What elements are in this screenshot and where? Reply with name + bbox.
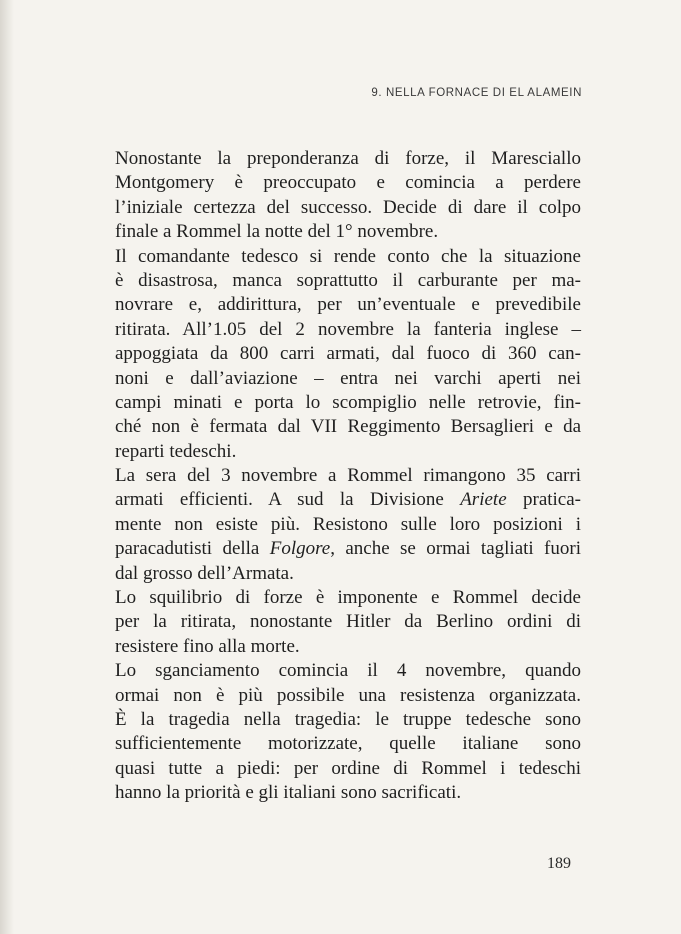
- text-line: ché non è fermata dal VII Reggimento Bersaglieri e da: [115, 416, 581, 438]
- text-line: Lo sganciamento comincia il 4 novembre, quando: [115, 660, 581, 682]
- running-head: 9. NELLA FORNACE DI EL ALAMEIN: [371, 87, 582, 99]
- text-line: sufficientemente motorizzate, quelle italiane sono: [115, 733, 581, 755]
- body-text: [115, 147, 581, 806]
- text-line: reparti tedeschi.: [115, 440, 237, 462]
- text-line: dal grosso dell’Armata.: [115, 562, 294, 584]
- text-line: per la ritirata, nonostante Hitler da Berlino ordini di: [115, 611, 581, 633]
- text-line: noni e dall’aviazione – entra nei varchi aperti nei: [115, 367, 581, 389]
- text-line: paracadutisti della Folgore, anche se ormai tagliati fuori: [115, 538, 581, 560]
- text-line: È la tragedia nella tragedia: le truppe tedesche sono: [115, 708, 581, 730]
- text-line: quasi tutte a piedi: per ordine di Rommel i tedeschi: [115, 757, 581, 779]
- text-line: La sera del 3 novembre a Rommel rimangono 35 carri: [115, 465, 581, 487]
- text-line: Nonostante la preponderanza di forze, il Maresciallo: [115, 148, 581, 169]
- text-line: Il comandante tedesco si rende conto che la situazione: [115, 245, 581, 267]
- text-line: ormai non è più possibile una resistenza organizzata.: [115, 684, 581, 706]
- text-line: novrare e, addirittura, per un’eventuale e prevedibile: [115, 294, 581, 316]
- text-line: Montgomery è preoccupato e comincia a perdere: [115, 172, 581, 194]
- text-line: resistere fino alla morte.: [115, 635, 300, 657]
- page-gutter-shadow: [0, 0, 14, 934]
- text-line: finale a Rommel la notte del 1° novembre.: [115, 221, 439, 243]
- text-line: hanno la priorità e gli italiani sono sacrificati.: [115, 782, 462, 804]
- text-line: campi minati e porta lo scompiglio nelle retrovie, fin-: [115, 391, 581, 413]
- text-line: mente non esiste più. Resistono sulle loro posizioni i: [115, 513, 581, 535]
- italic-title: Folgore: [269, 538, 331, 560]
- text-line: è disastrosa, manca soprattutto il carburante per ma-: [115, 269, 581, 291]
- page-number: 189: [547, 855, 571, 872]
- text-line: armati efficienti. A sud la Divisione Ariete pratica-: [115, 489, 581, 511]
- text-line: Lo squilibrio di forze è imponente e Rommel decide: [115, 587, 581, 609]
- text-line: appoggiata da 800 carri armati, dal fuoco di 360 can-: [115, 343, 581, 365]
- text-line: ritirata. All’1.05 del 2 novembre la fanteria inglese –: [115, 318, 581, 340]
- text-line: l’iniziale certezza del successo. Decide di dare il colpo: [115, 196, 581, 218]
- italic-title: Ariete: [460, 489, 507, 511]
